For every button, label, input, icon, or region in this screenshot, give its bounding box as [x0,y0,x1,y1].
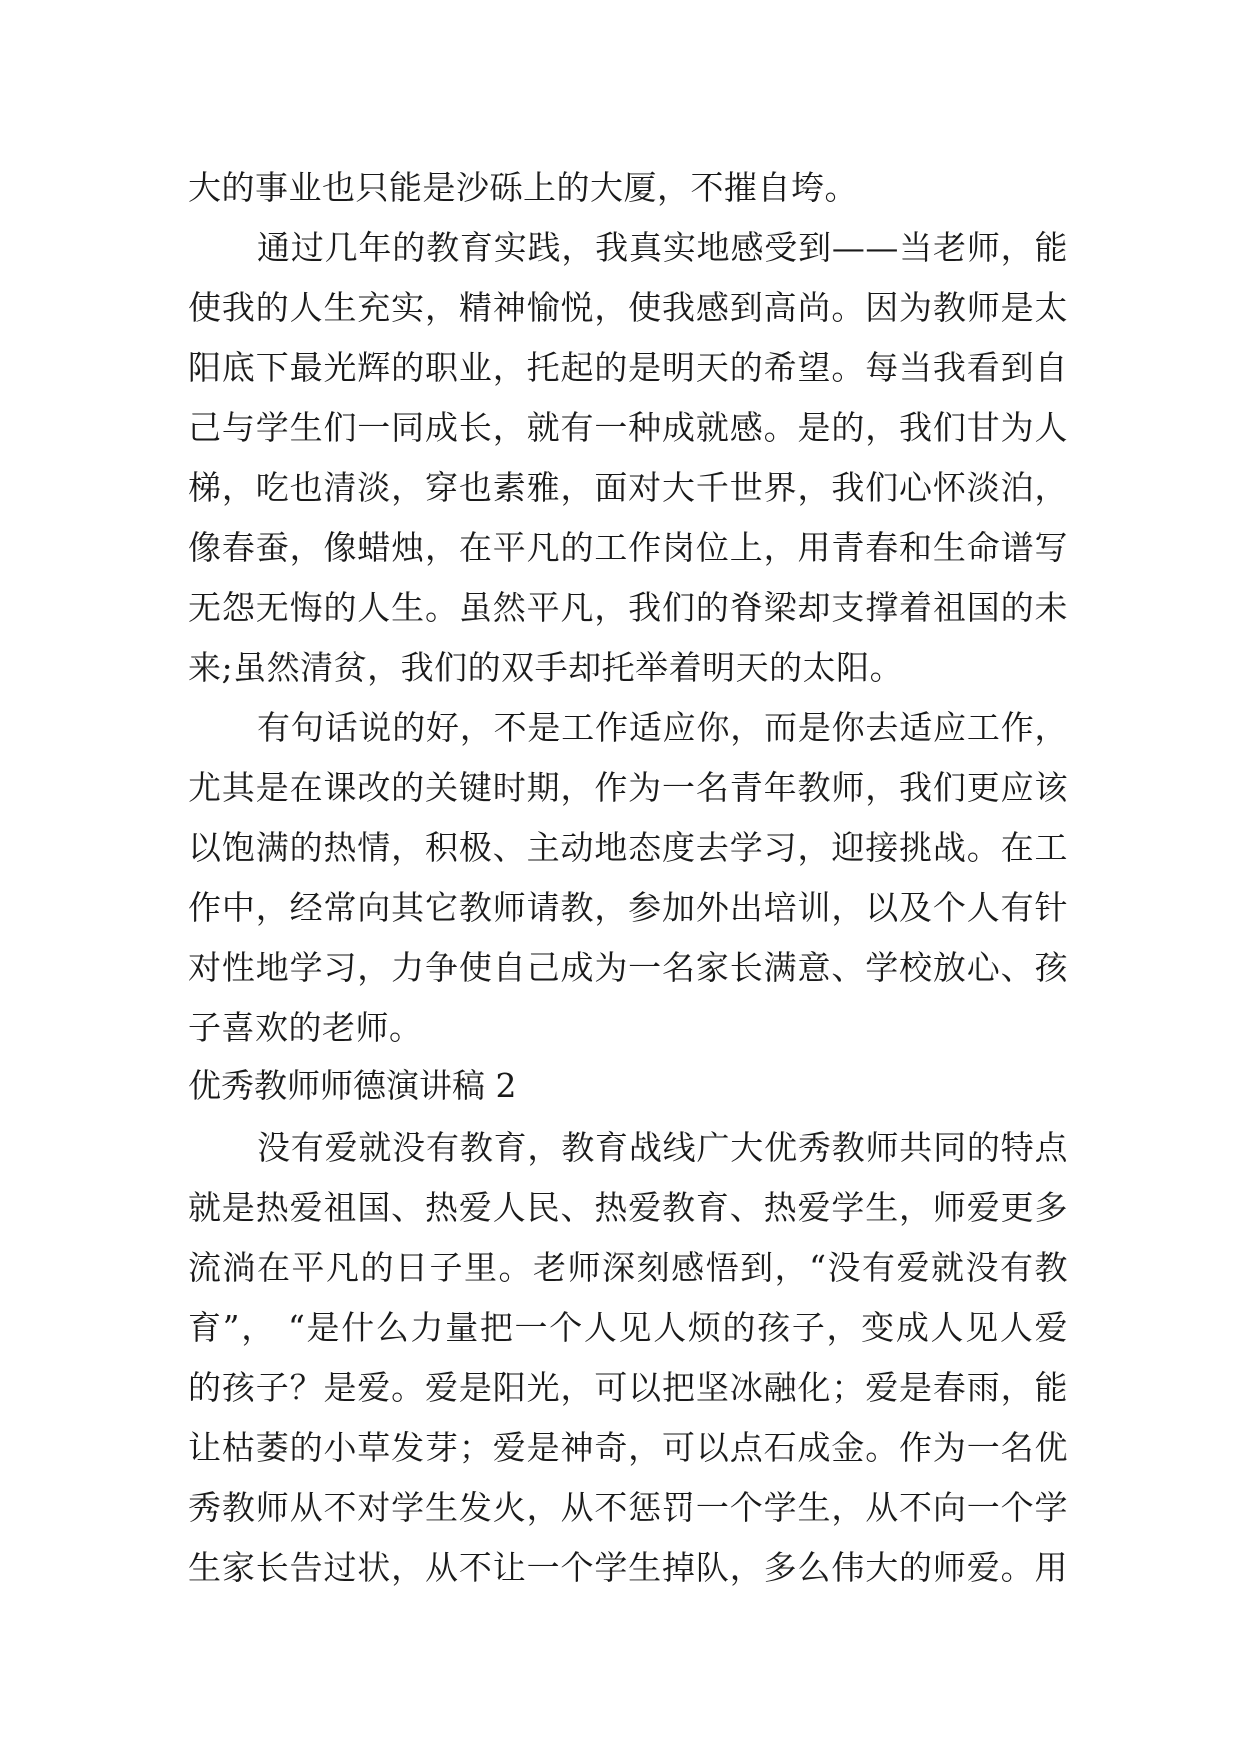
paragraph-line: 作中，经常向其它教师请教，参加外出培训，以及个人有针 [188,888,1068,927]
paragraph-line: 秀教师从不对学生发火，从不惩罚一个学生，从不向一个学 [188,1488,1068,1527]
paragraph-line: 阳底下最光辉的职业，托起的是明天的希望。每当我看到自 [188,348,1068,387]
paragraph-line: 尤其是在课改的关键时期，作为一名青年教师，我们更应该 [188,768,1068,807]
paragraph-line: 己与学生们一同成长，就有一种成就感。是的，我们甘为人 [188,408,1068,447]
paragraph-line: 无怨无悔的人生。虽然平凡，我们的脊梁却支撑着祖国的未 [188,588,1068,627]
paragraph-line: 没有爱就没有教育，教育战线广大优秀教师共同的特点 [257,1128,1068,1167]
paragraph-line: 生家长告过状，从不让一个学生掉队，多么伟大的师爱。用 [188,1548,1068,1587]
paragraph-line: 流淌在平凡的日子里。老师深刻感悟到，“没有爱就没有教 [188,1248,1068,1287]
section-heading: 优秀教师师德演讲稿 2 [188,1066,517,1105]
paragraph-line: 育”， “是什么力量把一个人见人烦的孩子，变成人见人爱 [188,1308,1068,1347]
paragraph-line: 使我的人生充实，精神愉悦，使我感到高尚。因为教师是太 [188,288,1068,327]
paragraph-line: 的孩子？是爱。爱是阳光，可以把坚冰融化；爱是春雨，能 [188,1368,1068,1407]
paragraph-line: 梯，吃也清淡，穿也素雅，面对大千世界，我们心怀淡泊， [188,468,1068,507]
paragraph-line: 有句话说的好，不是工作适应你，而是你去适应工作， [257,708,1068,747]
paragraph-line: 就是热爱祖国、热爱人民、热爱教育、热爱学生，师爱更多 [188,1188,1068,1227]
paragraph-line: 以饱满的热情，积极、主动地态度去学习，迎接挑战。在工 [188,828,1068,867]
paragraph-line: 子喜欢的老师。 [188,1008,423,1047]
paragraph-line: 像春蚕，像蜡烛，在平凡的工作岗位上，用青春和生命谱写 [188,528,1068,567]
paragraph-line: 对性地学习，力争使自己成为一名家长满意、学校放心、孩 [188,948,1068,987]
paragraph-line: 让枯萎的小草发芽；爱是神奇，可以点石成金。作为一名优 [188,1428,1068,1467]
paragraph-line: 大的事业也只能是沙砾上的大厦，不摧自垮。 [188,168,858,207]
paragraph-line: 来;虽然清贫，我们的双手却托举着明天的太阳。 [188,648,904,687]
paragraph-line: 通过几年的教育实践，我真实地感受到——当老师，能 [257,228,1068,267]
